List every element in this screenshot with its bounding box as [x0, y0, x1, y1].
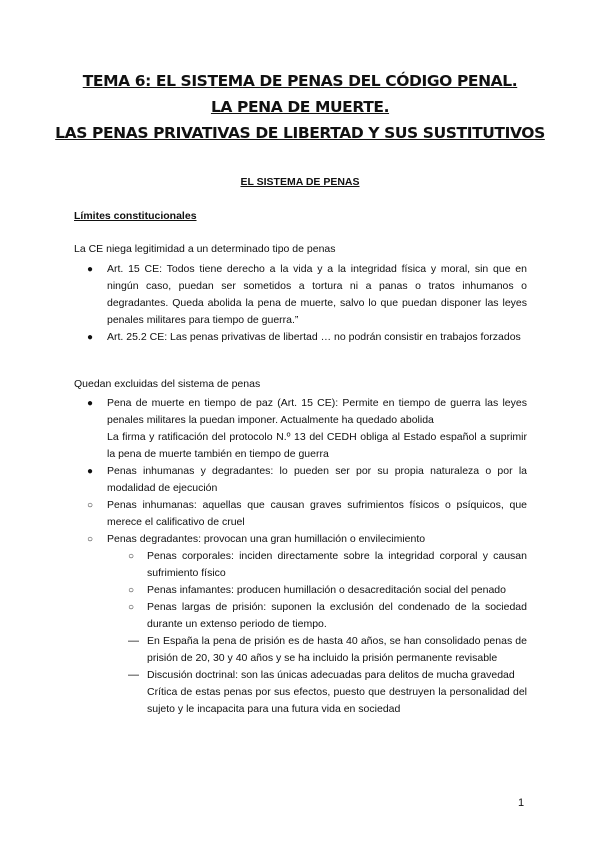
title-line-2: LA PENA DE MUERTE.	[210, 98, 390, 116]
list-item-infamous: Penas infamantes: producen humillación o desacreditación social del penado	[147, 584, 506, 596]
circle-bullet-icon: ○	[128, 585, 135, 596]
circle-bullet-icon: ○	[87, 534, 94, 545]
bullet-icon: ●	[87, 264, 94, 275]
list-item-art15: Art. 15 CE: Todos tiene derecho a la vida y a la integridad física y moral, sin que en ningún caso, puedan ser sometidos a tortura ni a panas o tratos inhumanos o degradantes. Queda abolida la pena de muerte, salvo lo que puedan disponer las leyes penales militares para tiempo de guerra.”	[107, 263, 527, 326]
paragraph-intro: La CE niega legitimidad a un determinado tipo de penas	[74, 243, 336, 255]
title-line-1: TEMA 6: EL SISTEMA DE PENAS DEL CÓDIGO PENAL.	[82, 72, 518, 90]
list-item-spain-prison: En España la pena de prisión es de hasta 40 años, se han consolidado penas de prisión de 20, 30 y 40 años y se ha incluido la prisión permanente revisable	[147, 635, 527, 664]
list-item-doctrinal: Discusión doctrinal: son las únicas adecuadas para delitos de mucha gravedad	[147, 669, 515, 681]
list-item-death-penalty: Pena de muerte en tiempo de paz (Art. 15 CE): Permite en tiempo de guerra las leyes penales militares la puedan imponer. Actualmente ha quedado abolida	[107, 397, 527, 426]
list-item-protocol-13: La firma y ratificación del protocolo N.º 13 del CEDH obliga al Estado español a suprimir la pena de muerte también en tiempo de guerra	[107, 431, 527, 460]
title-line-3: LAS PENAS PRIVATIVAS DE LIBERTAD Y SUS SUSTITUTIVOS	[55, 124, 545, 142]
bullet-icon: ●	[87, 466, 94, 477]
list-item-corporal: Penas corporales: inciden directamente sobre la integridad corporal y causan sufrimiento físico	[147, 550, 527, 579]
dash-bullet-icon: —	[128, 669, 139, 681]
circle-bullet-icon: ○	[128, 551, 135, 562]
list-item-criticism: Crítica de estas penas por sus efectos, puesto que destruyen la personalidad del sujeto y le incapacita para una futura vida en sociedad	[147, 686, 527, 715]
circle-bullet-icon: ○	[87, 500, 94, 511]
bullet-icon: ●	[87, 398, 94, 409]
paragraph-excluded: Quedan excluidas del sistema de penas	[74, 378, 261, 390]
list-item-long-prison: Penas largas de prisión: suponen la exclusión del condenado de la sociedad durante un extenso periodo de tiempo.	[147, 601, 527, 630]
bullet-icon: ●	[87, 332, 94, 343]
list-item-inhuman-degrading: Penas inhumanas y degradantes: lo pueden ser por su propia naturaleza o por la modalidad de ejecución	[107, 465, 527, 494]
circle-bullet-icon: ○	[128, 602, 135, 613]
list-item-degrading: Penas degradantes: provocan una gran humillación o envilecimiento	[107, 533, 426, 545]
list-item-art25: Art. 25.2 CE: Las penas privativas de libertad … no podrán consistir en trabajos forzados	[107, 331, 521, 343]
section-heading: EL SISTEMA DE PENAS	[240, 176, 360, 188]
page-number: 1	[518, 797, 525, 809]
dash-bullet-icon: —	[128, 635, 139, 647]
subheading-limits: Límites constitucionales	[74, 210, 197, 222]
list-item-inhuman: Penas inhumanas: aquellas que causan graves sufrimientos físicos o psíquicos, que merece el calificativo de cruel	[107, 499, 527, 528]
